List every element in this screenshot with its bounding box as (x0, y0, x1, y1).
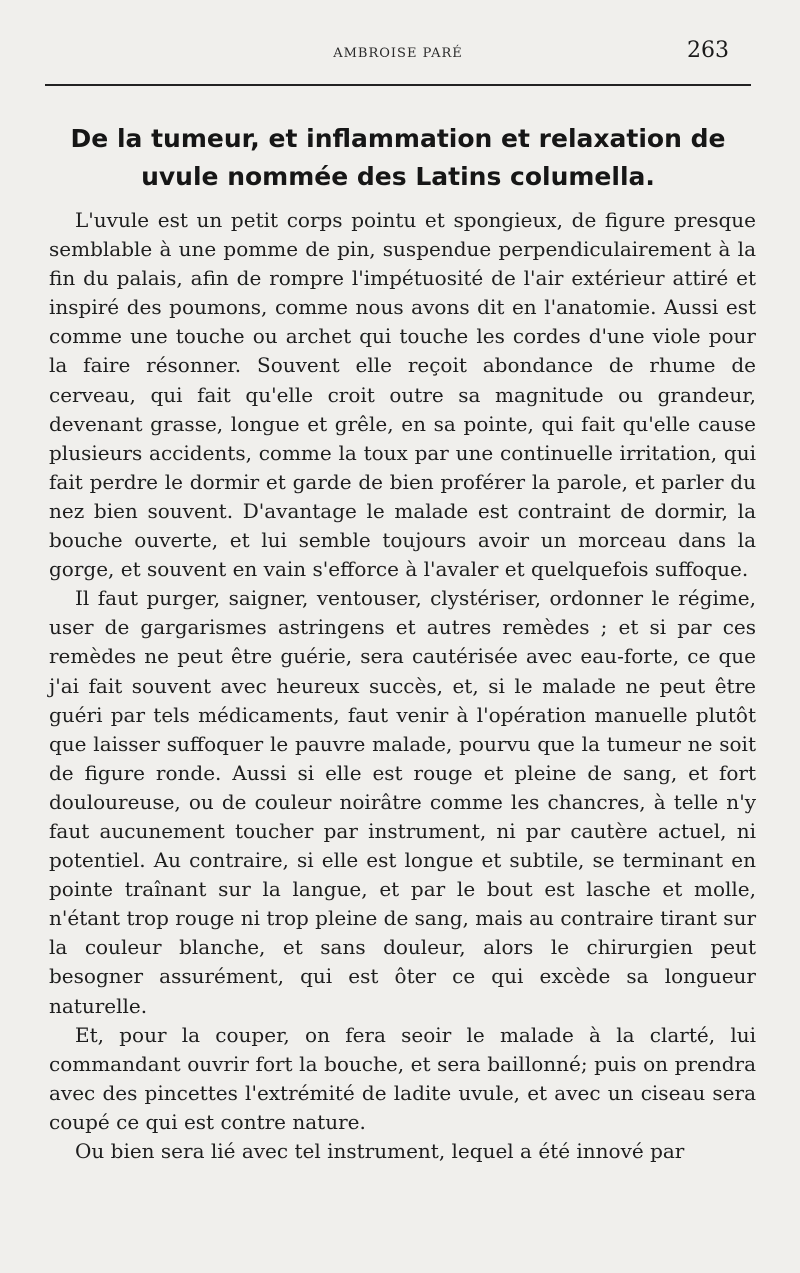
running-title: AMBROISE PARÉ (333, 46, 463, 61)
paragraph: Et, pour la couper, on fera seoir le malade à la clarté, lui commandant ouvrir fort la bouche, et sera baillonné; puis on prendra avec des pincettes l'extrémité de ladite uvule, et avec un ciseau sera coupé ce qui est contre nature. (49, 1022, 756, 1134)
paragraph: Il faut purger, saigner, ventouser, clystériser, ordonner le régime, user de gargarismes astringens et autres remèdes ; et si par ces remèdes ne peut être guérie, sera cautérisée avec eau-forte, ce que j'ai fait souvent avec heureux succès, et, si le malade ne peut être guéri par tels médicaments, faut venir à l'opération manuelle plutôt que laisser suffoquer le pauvre malade, pourvu que la tumeur ne soit de figure ronde. Aussi si elle est rouge et pleine de sang, et fort douloureuse, ou de couleur noirâtre comme les chancres, à telle n'y faut aucunement toucher par instrument, ni par cautère actuel, ni potentiel. Au contraire, si elle est longue et subtile, se terminant en pointe traînant sur la langue, et par le bout est lasche et molle, n'étant trop rouge ni trop pleine de sang, mais au contraire tirant sur la couleur blanche, et sans douleur, alors le chirurgien peut besogner assurément, qui est ôter ce qui excède sa longueur naturelle. (49, 586, 757, 1018)
page-number: 263 (687, 38, 729, 63)
page-header (45, 36, 751, 66)
paragraph: L'uvule est un petit corps pointu et spongieux, de figure presque semblable à une pomme de pin, suspendue perpendiculairement à la fin du palais, afin de rompre l'impétuosité de l'air extérieur attiré et inspiré des poumons, comme nous avons dit en l'anatomie. Aussi est comme une touche ou archet qui touche les cordes d'une viole pour la faire résonner. Souvent elle reçoit abondance de rhume de cerveau, qui fait qu'elle croit outre sa magnitude ou grandeur, devenant grasse, longue et grêle, en sa pointe, qui fait qu'elle cause plusieurs accidents, comme la toux par une continuelle irritation, qui fait perdre le dormir et garde de bien proférer la parole, et parler du nez bien souvent. D'avantage le malade est contraint de dormir, la bouche ouverte, et lui semble toujours avoir un morceau dans la gorge, et souvent en vain s'efforce à l'avaler et quelquefois suffoque. (49, 208, 756, 582)
body-text (49, 206, 756, 1166)
header-rule (45, 84, 751, 86)
paragraph: Ou bien sera lié avec tel instrument, lequel a été innové par (75, 1139, 685, 1163)
section-title: De la tumeur, et inflammation et relaxation de uvule nommée des Latins columella. (70, 124, 726, 191)
